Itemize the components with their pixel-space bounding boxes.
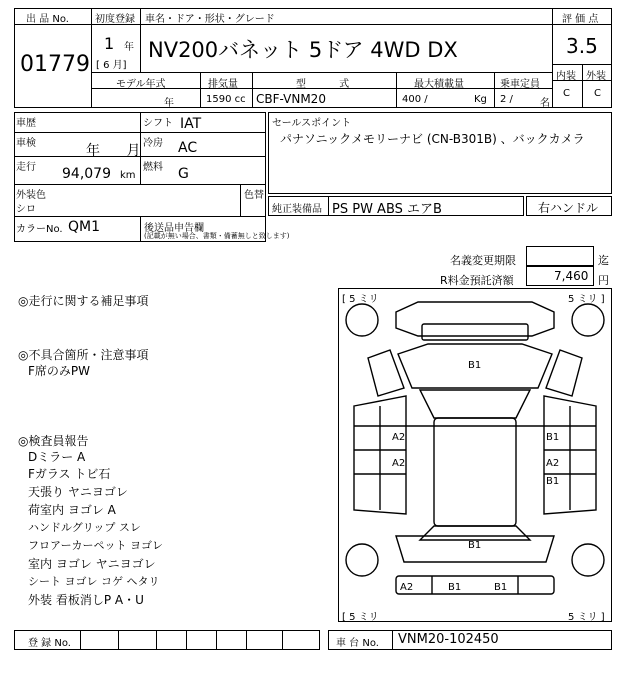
fuel-label: 燃料 — [143, 162, 163, 173]
sales-points-value: パナソニックメモリーナビ (CN-B301B) 、バックカメラ — [280, 132, 585, 146]
repaint-label: 色替 — [244, 190, 264, 201]
roof — [434, 418, 516, 526]
first-reg-month: [ 6 月] — [96, 60, 127, 71]
sales-points-label: セールスポイント — [272, 118, 352, 129]
inspector-label: ◎検査員報告 — [18, 434, 89, 448]
tire-tread-rear-left: [ 5 ミリ — [342, 612, 379, 623]
exterior-grade: C — [594, 88, 601, 99]
seats-unit: 名 — [540, 98, 550, 109]
exterior-color-value: シロ — [16, 204, 36, 215]
name-change-label: 名義変更期限 — [450, 254, 516, 267]
damage-left-front: A2 — [392, 432, 406, 443]
history-label: 車歴 — [16, 118, 36, 129]
equipment-value: PS PW ABS エアB — [332, 202, 442, 217]
rear-right-tire — [572, 544, 604, 576]
year-unit: 年 — [124, 42, 134, 53]
tire-tread-front-left: [ 5 ミリ — [342, 294, 379, 305]
damage-right-front: B1 — [546, 432, 560, 443]
inspector-line: 室内 ヨゴレ ヤニヨゴレ — [28, 557, 156, 571]
exterior-label: 外装 — [586, 71, 606, 82]
damage-right-mid: A2 — [546, 458, 560, 469]
color-no-value: QM1 — [68, 219, 101, 235]
shift-value: IAT — [180, 116, 202, 132]
recycle-value: 7,460 — [554, 269, 589, 283]
docs-label: 後送品申告欄 — [144, 223, 204, 234]
damage-hood: B1 — [468, 360, 482, 371]
windshield — [420, 390, 530, 418]
name-change-box — [526, 246, 594, 266]
car-name-label: 車名・ドア・形状・グレード — [145, 14, 275, 25]
equipment-label: 純正装備品 — [272, 204, 322, 215]
tire-tread-rear-right: 5 ミリ ] — [568, 612, 605, 623]
seats-label: 乗車定員 — [500, 79, 540, 90]
car-name: NV200バネット 5ドア 4WD DX — [148, 38, 458, 62]
lot-number: 01779 — [20, 52, 90, 77]
front-bumper — [396, 302, 554, 336]
front-left-tire — [346, 304, 378, 336]
driving-notes-label: ◎走行に関する補足事項 — [18, 294, 149, 308]
first-reg-label: 初度登録 — [95, 14, 135, 25]
aircon-label: 冷房 — [143, 138, 163, 149]
damage-rear-bumper-left: A2 — [400, 582, 414, 593]
inspector-line: 外装 看板消しP A・U — [28, 593, 144, 607]
defect-line: F席のみPW — [28, 364, 91, 378]
rear-bumper — [396, 576, 554, 594]
steering-value: 右ハンドル — [538, 201, 599, 215]
model-year-label: モデル年式 — [116, 79, 166, 90]
recycle-unit: 円 — [598, 274, 609, 287]
inspector-line: 荷室内 ヨゴレ A — [28, 503, 116, 517]
damage-left-rear: A2 — [392, 458, 406, 469]
name-change-unit: 迄 — [598, 254, 609, 267]
mileage-value: 94,079 — [62, 166, 111, 182]
capacity-label: 最大積載量 — [414, 79, 464, 90]
rear-window — [420, 526, 530, 540]
docs-note: (記載が無い場合、書類・備蓄無しと致します) — [144, 232, 290, 240]
mileage-unit: km — [120, 170, 136, 181]
lot-label: 出 品 No. — [26, 14, 69, 25]
inspector-line: Dミラー A — [28, 450, 86, 464]
front-grille — [422, 324, 528, 340]
recycle-label: R料金預託済額 — [440, 274, 514, 287]
type-label: 型 式 — [296, 79, 350, 90]
damage-back-door: B1 — [468, 540, 482, 551]
first-reg-year: 1 — [104, 34, 115, 53]
inspector-line: Fガラス トビ石 — [28, 467, 111, 481]
interior-label: 内装 — [556, 71, 576, 82]
type-value: CBF-VNM20 — [256, 92, 326, 106]
front-right-tire — [572, 304, 604, 336]
fuel-value: G — [178, 166, 189, 182]
score-label: 評 価 点 — [562, 14, 599, 25]
exterior-color-label: 外装色 — [16, 190, 46, 201]
defects-label: ◎不具合箇所・注意事項 — [18, 348, 149, 362]
damage-rear-bumper-mid: B1 — [448, 582, 462, 593]
damage-rear-bumper-right: B1 — [494, 582, 508, 593]
mileage-label: 走行 — [16, 162, 36, 173]
damage-right-rear: B1 — [546, 476, 560, 487]
chassis-label: 車 台 No. — [336, 638, 379, 649]
chassis-number: VNM20-102450 — [398, 632, 499, 647]
car-diagram — [338, 288, 612, 622]
interior-grade: C — [563, 88, 570, 99]
color-no-label: カラーNo. — [16, 224, 63, 235]
aircon-value: AC — [178, 140, 198, 156]
tire-tread-front-right: 5 ミリ ] — [568, 294, 605, 305]
seats-value: 2 / — [500, 94, 513, 105]
displacement-value: 1590 cc — [206, 94, 246, 105]
displacement-label: 排気量 — [208, 79, 238, 90]
reg-no-label: 登 録 No. — [28, 638, 71, 649]
capacity-value: 400 / — [402, 94, 428, 105]
inspection-label: 車検 — [16, 138, 36, 149]
capacity-unit: Kg — [474, 94, 487, 105]
score-value: 3.5 — [566, 34, 598, 58]
rear-left-tire — [346, 544, 378, 576]
inspector-line: 天張り ヤニヨゴレ — [28, 485, 128, 499]
inspector-line: フロアーカーペット ヨゴレ — [28, 539, 163, 552]
shift-label: シフト — [143, 118, 173, 129]
model-year-unit: 年 — [164, 98, 174, 109]
inspector-line: ハンドルグリップ スレ — [28, 521, 141, 534]
inspector-line: シート ヨゴレ コゲ ヘタリ — [28, 575, 160, 588]
inspection-value: 年 月 — [86, 143, 141, 159]
